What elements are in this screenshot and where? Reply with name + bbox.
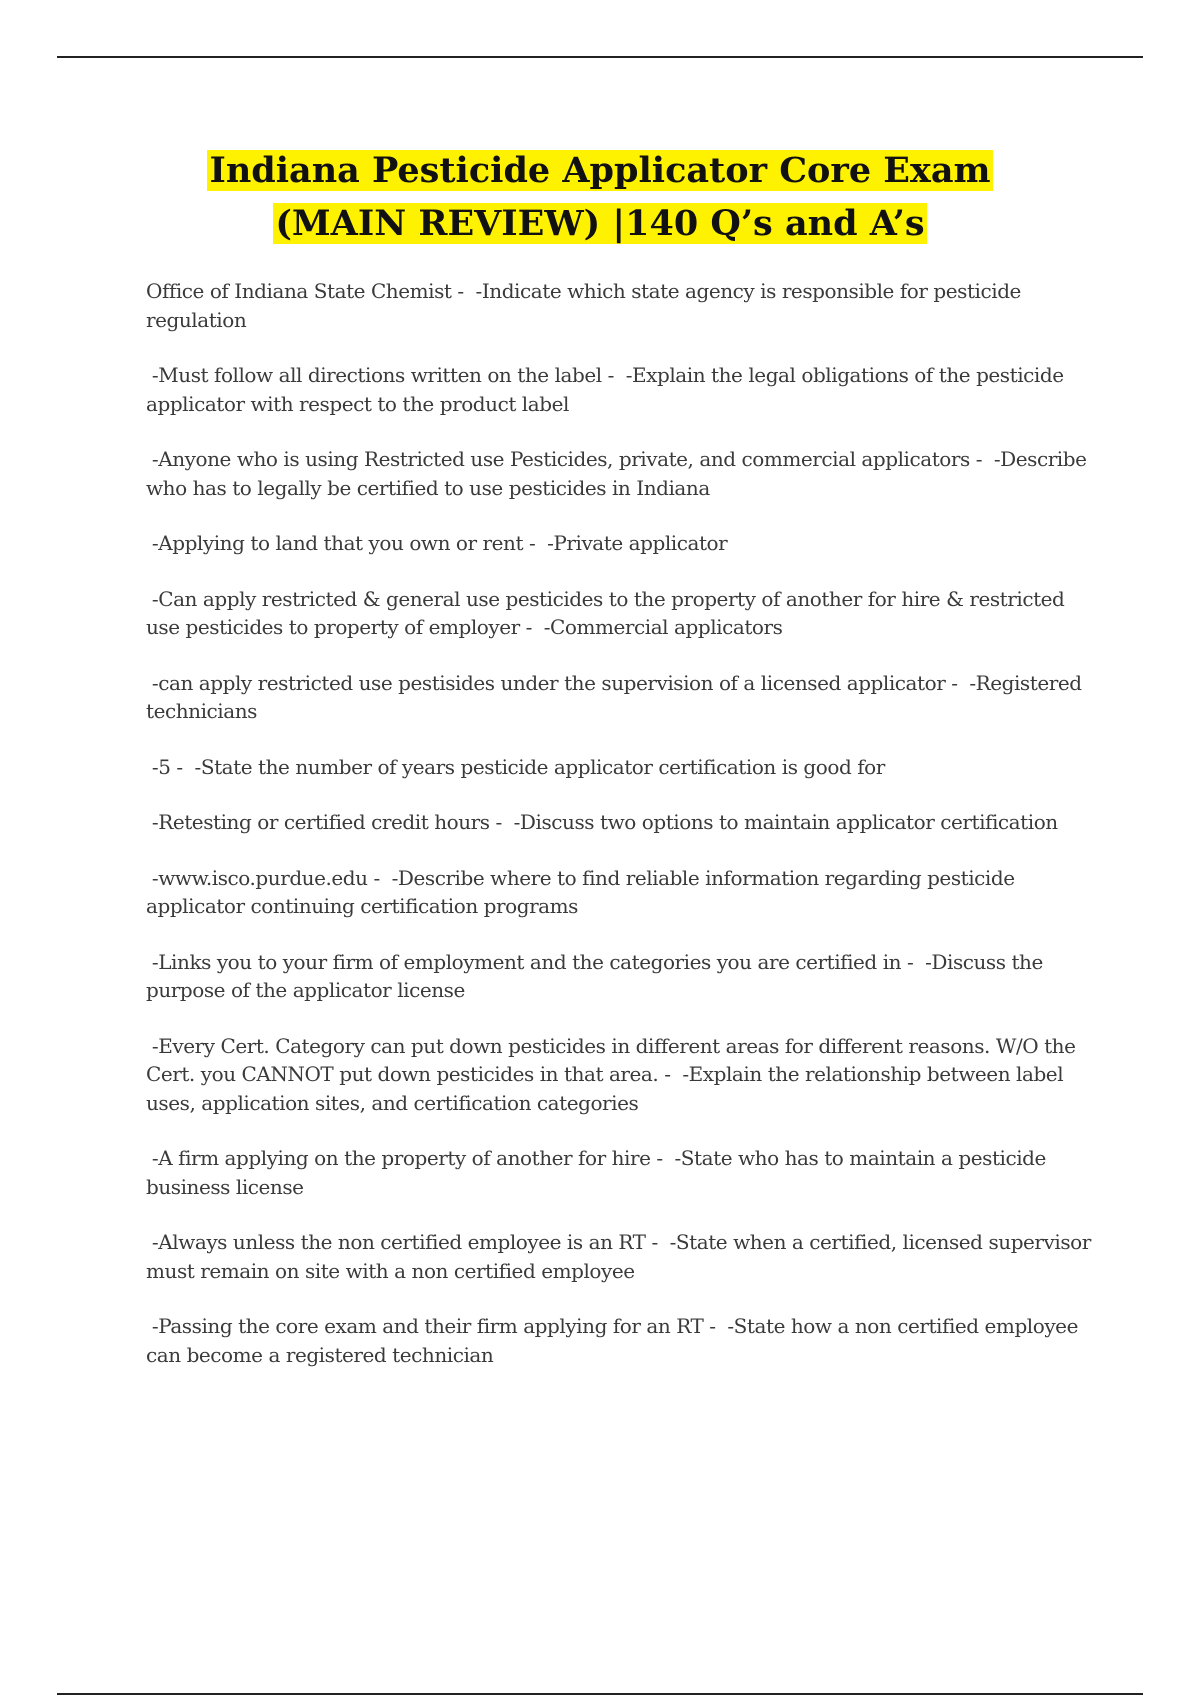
- qa-item: -Can apply restricted & general use pesticides to the property of another for hire & restricted use pesticides to property of employer - -Commercial applicators: [146, 586, 1071, 639]
- qa-item: -Anyone who is using Restricted use Pesticides, private, and commercial applicators - -Describe who has to legally be certified to use pesticides in Indiana: [146, 447, 1093, 500]
- title-highlight-2: (MAIN REVIEW) |140 Q’s and A’s: [275, 203, 925, 244]
- qa-item: -Every Cert. Category can put down pesticides in different areas for different reasons. W/O the Cert. you CANNOT put down pesticides in that area. - -Explain the relationship between label uses, application sites, and certification categories: [146, 1033, 1082, 1115]
- title-highlight-1: Indiana Pesticide Applicator Core Exam: [209, 150, 991, 191]
- top-divider: [57, 56, 1143, 58]
- qa-item: -Always unless the non certified employee is an RT - -State when a certified, licensed supervisor must remain on site with a non certified employee: [146, 1230, 1097, 1283]
- qa-item: -Applying to land that you own or rent - -Private applicator: [146, 531, 728, 555]
- qa-item: -Passing the core exam and their firm applying for an RT - -State how a non certified employee can become a registered technician: [146, 1314, 1084, 1367]
- title-line-2: [57, 197, 1143, 250]
- qa-item: -Links you to your firm of employment and the categories you are certified in - -Discuss the purpose of the applicator license: [146, 949, 1049, 1002]
- qa-item: Office of Indiana State Chemist - -Indicate which state agency is responsible for pesticide regulation: [146, 279, 1027, 332]
- qa-list: [146, 277, 1096, 1396]
- qa-item: -Must follow all directions written on the label - -Explain the legal obligations of the pesticide applicator with respect to the product label: [146, 363, 1070, 416]
- qa-item: -www.isco.purdue.edu - -Describe where to find reliable information regarding pesticide applicator continuing certification programs: [146, 865, 1021, 918]
- bottom-divider: [57, 1693, 1143, 1695]
- title-line-1: [57, 144, 1143, 197]
- qa-item: -5 - -State the number of years pesticide applicator certification is good for: [146, 754, 885, 779]
- qa-item: -A firm applying on the property of another for hire - -State who has to maintain a pesticide business license: [146, 1146, 1052, 1199]
- document-title: [57, 144, 1143, 250]
- qa-item: -can apply restricted use pestisides under the supervision of a licensed applicator - -Registered technicians: [146, 670, 1088, 723]
- qa-item: -Retesting or certified credit hours - -Discuss two options to maintain applicator certification: [146, 810, 1058, 834]
